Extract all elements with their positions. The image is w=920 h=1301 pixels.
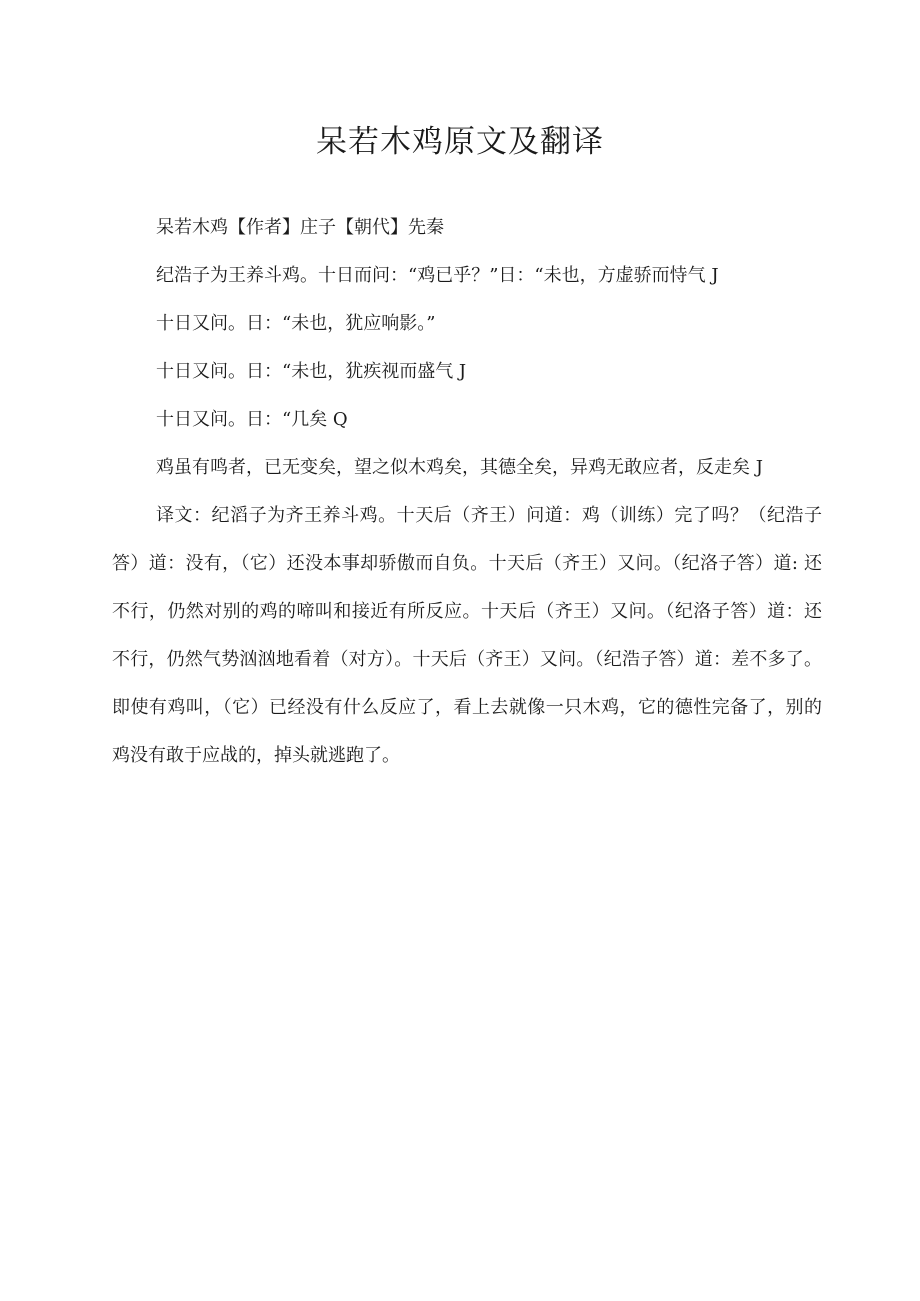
text-line: 鸡虽有鸣者，已无变矣，望之似木鸡矣，其德全矣，异鸡无敢应者，反走矣 J [156, 457, 763, 478]
translation-paragraph: 译文：纪滔子为齐王养斗鸡。十天后（齐王）问道：鸡（训练）完了吗？（纪浩子答）道：没有，（它）还没本事却骄傲而自负。十天后（齐王）又问。（纪洛子答）道: 还不行，仍然对别的鸡的啼叫和接近有所反应。十天后（齐王）又问。（纪洛子答）道：还不行，仍然气势汹汹地看着（对方）。十天后（齐王）又问。（纪浩子答）道：差不多了。即使有鸡叫，（它）已经没有什么反应了，看上去就像一只木鸡，它的德性完备了，别的鸡没有敢于应战的，掉头就逃跑了。 [112, 505, 822, 766]
document-body [112, 204, 822, 780]
text-line: 十日又问。日：“未也，犹应响影。” [156, 313, 436, 334]
author-line: 呆若木鸡【作者】庄子【朝代】先秦 [156, 217, 444, 238]
text-line: 十日又问。日：“几矣 Q [156, 409, 348, 430]
text-line: 纪浩子为王养斗鸡。十日而问：“鸡已乎？”日：“未也，方虚骄而恃气 J [156, 265, 719, 286]
text-line: 十日又问。日：“未也，犹疾视而盛气 J [156, 361, 467, 382]
page-title: 呆若木鸡原文及翻译 [316, 124, 604, 160]
